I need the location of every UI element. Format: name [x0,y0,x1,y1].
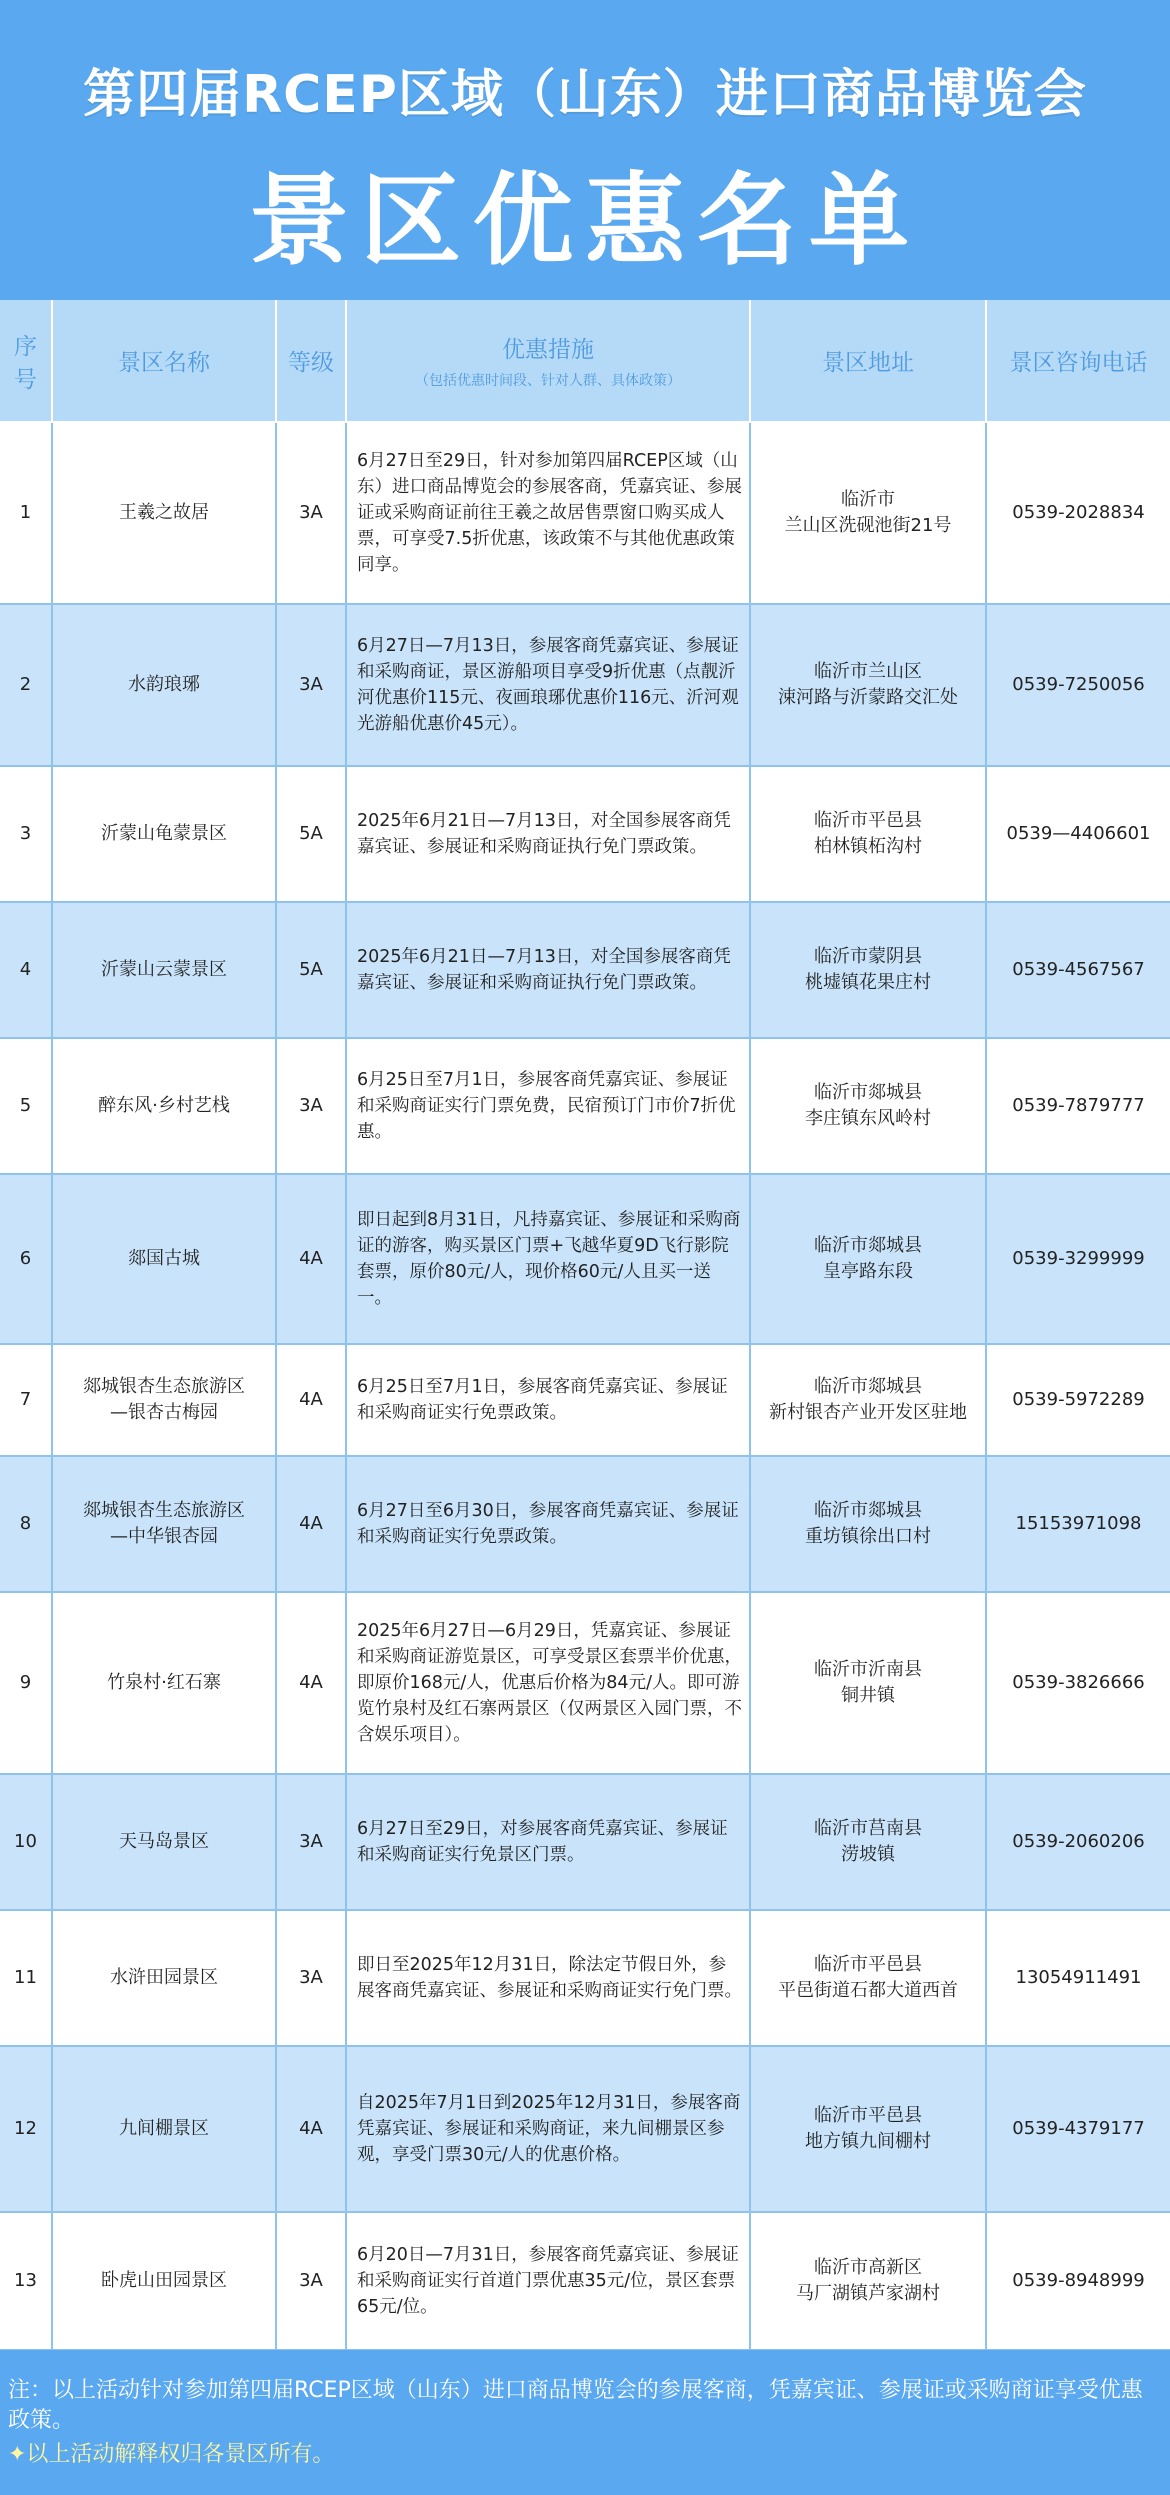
col-header-level: 等级 [276,300,346,422]
cell-level: 3A [276,1910,346,2046]
cell-name: 九间棚景区 [52,2046,276,2212]
cell-index: 12 [0,2046,52,2212]
cell-phone: 0539-8948999 [986,2212,1170,2350]
table-row [0,422,1170,604]
cell-level: 3A [276,604,346,766]
cell-address: 临沂市郯城县 新村银杏产业开发区驻地 [750,1344,986,1456]
cell-level: 4A [276,2046,346,2212]
cell-name: 天马岛景区 [52,1774,276,1910]
cell-address: 临沂市莒南县 涝坡镇 [750,1774,986,1910]
cell-address: 临沂市兰山区 涑河路与沂蒙路交汇处 [750,604,986,766]
cell-address: 临沂市平邑县 地方镇九间棚村 [750,2046,986,2212]
cell-index: 7 [0,1344,52,1456]
cell-measure: 即日起到8月31日，凡持嘉宾证、参展证和采购商证的游客，购买景区门票+飞越华夏9D飞行影院套票，原价80元/人，现价格60元/人且买一送一。 [346,1174,750,1344]
cell-index: 13 [0,2212,52,2350]
cell-name: 王羲之故居 [52,422,276,604]
cell-index: 2 [0,604,52,766]
cell-name: 醉东风·乡村艺栈 [52,1038,276,1174]
col-header-name: 景区名称 [52,300,276,422]
col-header-address: 景区地址 [750,300,986,422]
col-header-phone: 景区咨询电话 [986,300,1170,422]
cell-index: 4 [0,902,52,1038]
cell-address: 临沂市平邑县 平邑街道石都大道西首 [750,1910,986,2046]
cell-phone: 0539-7879777 [986,1038,1170,1174]
cell-level: 5A [276,766,346,902]
cell-index: 5 [0,1038,52,1174]
cell-phone: 0539-5972289 [986,1344,1170,1456]
cell-level: 3A [276,1038,346,1174]
cell-address: 临沂市郯城县 李庄镇东风岭村 [750,1038,986,1174]
cell-level: 3A [276,1774,346,1910]
cell-phone: 0539—4406601 [986,766,1170,902]
cell-index: 9 [0,1592,52,1774]
cell-index: 11 [0,1910,52,2046]
cell-measure: 6月27日至29日，针对参加第四届RCEP区域（山东）进口商品博览会的参展客商，凭嘉宾证、参展证或采购商证前往王羲之故居售票窗口购买成人票，可享受7.5折优惠，该政策不与其他优惠政策同享。 [346,422,750,604]
cell-index: 1 [0,422,52,604]
cell-measure: 2025年6月21日—7月13日，对全国参展客商凭嘉宾证、参展证和采购商证执行免门票政策。 [346,766,750,902]
cell-address: 临沂市蒙阴县 桃墟镇花果庄村 [750,902,986,1038]
table-row [0,766,1170,902]
cell-level: 3A [276,2212,346,2350]
cell-level: 4A [276,1592,346,1774]
footer-notes [0,2350,1170,2495]
cell-name: 卧虎山田园景区 [52,2212,276,2350]
col-header-measure [346,300,750,422]
cell-phone: 0539-3826666 [986,1592,1170,1774]
table-row [0,1344,1170,1456]
table-row [0,2046,1170,2212]
event-subtitle: 第四届RCEP区域（山东）进口商品博览会 [83,65,1087,125]
footer-disclaimer: ✦以上活动解释权归各景区所有。 [8,2442,335,2467]
cell-address: 临沂市 兰山区洗砚池街21号 [750,422,986,604]
table-row [0,1592,1170,1774]
cell-level: 4A [276,1344,346,1456]
table-row [0,902,1170,1038]
cell-name: 沂蒙山云蒙景区 [52,902,276,1038]
footer-note: 注：以上活动针对参加第四届RCEP区域（山东）进口商品博览会的参展客商，凭嘉宾证、参展证或采购商证享受优惠政策。 [8,2378,1143,2433]
cell-address: 临沂市平邑县 柏林镇柘沟村 [750,766,986,902]
col-header-measure-note: （包括优惠时间段、针对人群、具体政策） [415,373,681,389]
cell-measure: 6月25日至7月1日，参展客商凭嘉宾证、参展证和采购商证实行免票政策。 [346,1344,750,1456]
table-row [0,604,1170,766]
table-row [0,1456,1170,1592]
cell-name: 沂蒙山龟蒙景区 [52,766,276,902]
cell-phone: 13054911491 [986,1910,1170,2046]
cell-name: 水韵琅琊 [52,604,276,766]
cell-measure: 6月25日至7月1日，参展客商凭嘉宾证、参展证和采购商证实行门票免费，民宿预订门市价7折优惠。 [346,1038,750,1174]
table-row [0,1910,1170,2046]
page-title: 景区优惠名单 [249,162,921,279]
cell-index: 6 [0,1174,52,1344]
table-header-row [0,300,1170,422]
cell-level: 4A [276,1456,346,1592]
cell-level: 5A [276,902,346,1038]
table-row [0,1774,1170,1910]
discount-table [0,300,1170,2351]
col-header-index: 序号 [0,300,52,422]
cell-phone: 0539-3299999 [986,1174,1170,1344]
cell-measure: 6月27日至6月30日，参展客商凭嘉宾证、参展证和采购商证实行免票政策。 [346,1456,750,1592]
cell-index: 3 [0,766,52,902]
cell-name: 郯城银杏生态旅游区 —银杏古梅园 [52,1344,276,1456]
cell-address: 临沂市高新区 马厂湖镇芦家湖村 [750,2212,986,2350]
cell-name: 郯城银杏生态旅游区 —中华银杏园 [52,1456,276,1592]
cell-measure: 2025年6月21日—7月13日，对全国参展客商凭嘉宾证、参展证和采购商证执行免门票政策。 [346,902,750,1038]
cell-address: 临沂市郯城县 皇亭路东段 [750,1174,986,1344]
cell-phone: 0539-7250056 [986,604,1170,766]
table-row [0,1174,1170,1344]
table-row [0,1038,1170,1174]
cell-phone: 0539-2028834 [986,422,1170,604]
cell-level: 4A [276,1174,346,1344]
cell-phone: 0539-4379177 [986,2046,1170,2212]
cell-address: 临沂市沂南县 铜井镇 [750,1592,986,1774]
cell-measure: 6月27日至29日，对参展客商凭嘉宾证、参展证和采购商证实行免景区门票。 [346,1774,750,1910]
cell-level: 3A [276,422,346,604]
cell-measure: 即日至2025年12月31日，除法定节假日外，参展客商凭嘉宾证、参展证和采购商证实行免门票。 [346,1910,750,2046]
cell-phone: 0539-4567567 [986,902,1170,1038]
cell-measure: 自2025年7月1日到2025年12月31日，参展客商凭嘉宾证、参展证和采购商证，来九间棚景区参观，享受门票30元/人的优惠价格。 [346,2046,750,2212]
cell-measure: 2025年6月27日—6月29日，凭嘉宾证、参展证和采购商证游览景区，可享受景区套票半价优惠，即原价168元/人，优惠后价格为84元/人。即可游览竹泉村及红石寨两景区（仅两景区入园门票，不含娱乐项目）。 [346,1592,750,1774]
cell-index: 8 [0,1456,52,1592]
cell-address: 临沂市郯城县 重坊镇徐出口村 [750,1456,986,1592]
cell-name: 郯国古城 [52,1174,276,1344]
col-header-measure-label: 优惠措施 [502,337,594,363]
cell-index: 10 [0,1774,52,1910]
table-row [0,2212,1170,2350]
header-banner [0,0,1170,300]
cell-measure: 6月20日—7月31日，参展客商凭嘉宾证、参展证和采购商证实行首道门票优惠35元/位，景区套票65元/位。 [346,2212,750,2350]
cell-phone: 0539-2060206 [986,1774,1170,1910]
cell-name: 水浒田园景区 [52,1910,276,2046]
cell-measure: 6月27日—7月13日，参展客商凭嘉宾证、参展证和采购商证，景区游船项目享受9折优惠（点靓沂河优惠价115元、夜画琅琊优惠价116元、沂河观光游船优惠价45元）。 [346,604,750,766]
cell-name: 竹泉村·红石寨 [52,1592,276,1774]
cell-phone: 15153971098 [986,1456,1170,1592]
